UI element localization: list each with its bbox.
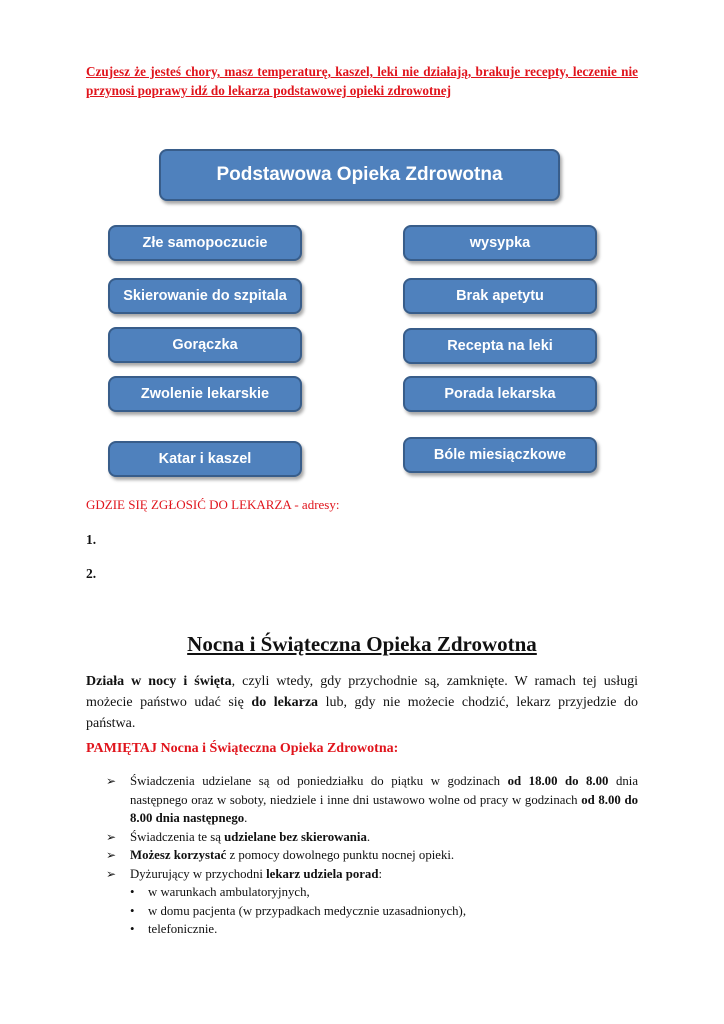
arrow-bullet-icon: ➢ xyxy=(106,866,117,881)
para-bold: Działa w nocy i święta xyxy=(86,674,232,689)
item-text: dnia następnego oraz w soboty, niedziele i inne dni ustawowo wolne od pracy w godzinach xyxy=(130,774,638,807)
diagram-item-right: wysypka xyxy=(403,225,597,261)
arrow-item-text xyxy=(130,772,638,828)
bullet-dot-icon: • xyxy=(130,922,135,936)
intro-text: Czujesz że jesteś chory, masz temperaturę, kaszel, leki nie działają, brakuje recepty, leczenie nie przynosi poprawy idź do lekarza podstawowej opieki zdrowotnej xyxy=(86,64,638,98)
item-text: z pomocy dowolnego punktu nocnej opieki. xyxy=(226,848,455,862)
diagram-item-left: Gorączka xyxy=(108,327,302,363)
item-text: Świadczenia te są xyxy=(130,829,225,844)
diagram-title-box: Podstawowa Opieka Zdrowotna xyxy=(159,149,560,201)
item-bold: od 8.00 do 8.00 dnia następnego xyxy=(130,792,638,825)
arrow-list xyxy=(106,772,638,939)
para-bold: do lekarza xyxy=(251,695,319,710)
address-heading: GDZIE SIĘ ZGŁOSIĆ DO LEKARZA - adresy: xyxy=(86,497,340,512)
item-text: . xyxy=(244,811,248,825)
item-bold: lekarz udziela porad xyxy=(266,866,379,881)
bullet-list-item xyxy=(130,920,638,939)
para-text: , czyli wtedy, gdy przychodnie są, zamknięte. W ramach tej usługi możecie państwo udać się xyxy=(86,674,638,710)
bullet-text: telefonicznie. xyxy=(148,922,218,936)
arrow-list-item xyxy=(106,828,638,847)
section-heading: Nocna i Świąteczna Opieka Zdrowotna xyxy=(187,632,537,656)
arrow-item-text xyxy=(130,846,638,865)
address-number: 1. xyxy=(86,532,97,547)
address-number: 2. xyxy=(86,566,97,581)
item-text: : xyxy=(378,866,382,881)
arrow-bullet-icon: ➢ xyxy=(106,774,117,788)
arrow-list-item xyxy=(106,846,638,865)
bullet-dot-icon: • xyxy=(130,903,135,918)
arrow-bullet-icon: ➢ xyxy=(106,848,117,862)
diagram-item-right: Brak apetytu xyxy=(403,278,597,314)
diagram-item-right: Bóle miesiączkowe xyxy=(403,437,597,473)
arrow-item-text xyxy=(130,828,638,847)
diagram-item-right: Recepta na leki xyxy=(403,328,597,364)
item-bold: udzielane bez skierowania xyxy=(224,829,367,844)
arrow-bullet-icon: ➢ xyxy=(106,829,117,844)
bullet-list xyxy=(130,883,638,939)
arrow-list-item xyxy=(106,772,638,828)
remember-heading: PAMIĘTAJ Nocna i Świąteczna Opieka Zdrowotna: xyxy=(86,741,399,756)
item-text: . xyxy=(366,829,371,844)
item-bold: Możesz korzystać xyxy=(130,848,227,862)
bullet-list-item xyxy=(130,902,638,921)
arrow-item-text xyxy=(130,865,638,884)
arrow-list-item xyxy=(106,865,638,884)
bullet-dot-icon: • xyxy=(130,885,135,899)
item-text: Świadczenia udzielane są od poniedziałku do piątku w godzinach xyxy=(130,774,508,788)
item-bold: od 18.00 do 8.00 xyxy=(507,774,609,788)
section-paragraph xyxy=(86,671,638,734)
diagram-item-left: Katar i kaszel xyxy=(108,441,302,477)
bullet-list-item xyxy=(130,883,638,902)
item-text: Dyżurujący w przychodni xyxy=(130,866,267,881)
bullet-text: w domu pacjenta (w przypadkach medycznie uzasadnionych), xyxy=(148,903,467,918)
diagram-item-left: Złe samopoczucie xyxy=(108,225,302,261)
diagram-item-left: Skierowanie do szpitala xyxy=(108,278,302,314)
bullet-text: w warunkach ambulatoryjnych, xyxy=(148,885,310,899)
diagram-item-left: Zwolenie lekarskie xyxy=(108,376,302,412)
para-text: lub, gdy nie możecie chodzić, lekarz przyjedzie do państwa. xyxy=(86,695,638,731)
diagram-item-right: Porada lekarska xyxy=(403,376,597,412)
